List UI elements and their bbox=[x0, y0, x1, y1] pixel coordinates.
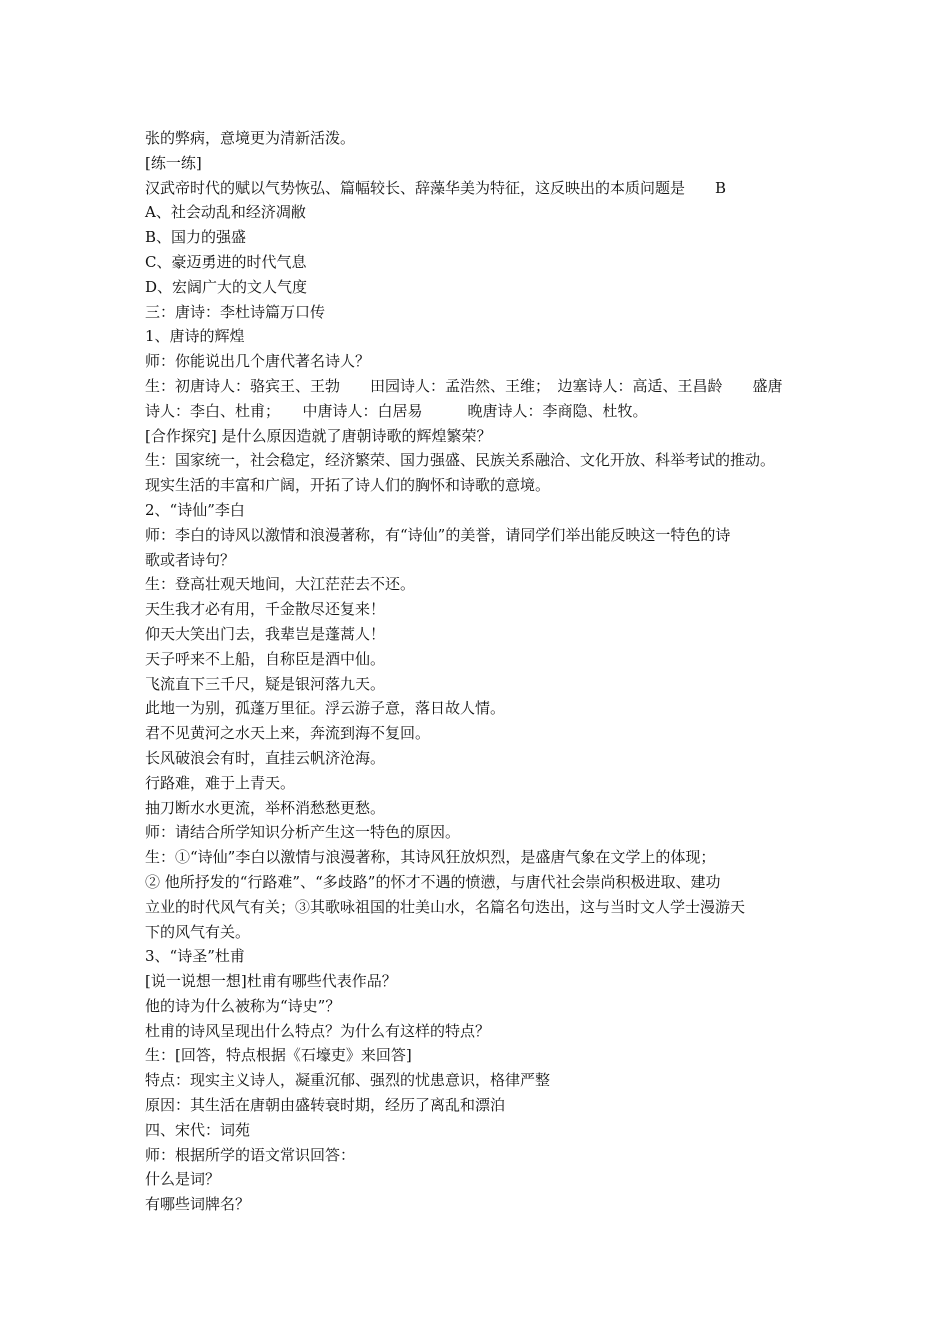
poem-line: 天子呼来不上船，自称臣是酒中仙。 bbox=[145, 649, 386, 668]
poem-line: 生：登高壮观天地间，大江茫茫去不还。 bbox=[145, 575, 416, 594]
text-line: 生：初唐诗人：骆宾王、王勃 田园诗人：孟浩然、王维； 边塞诗人：高适、王昌龄 盛唐 bbox=[145, 376, 783, 395]
poem-line: 行路难，难于上青天。 bbox=[145, 773, 296, 792]
text-line: 张的弊病，意境更为清新活泼。 bbox=[145, 129, 356, 147]
text-line: ② 他所抒发的“行路难”、“多歧路”的怀才不遇的愤懑，与唐代社会崇尚积极进取、建功 bbox=[145, 872, 721, 891]
inquiry-heading: [合作探究] 是什么原因造就了唐朝诗歌的辉煌繁荣？ bbox=[145, 426, 492, 445]
poem-line: 天生我才必有用，千金散尽还复来！ bbox=[145, 600, 386, 619]
subsection-heading-du-fu: 3、“诗圣”杜甫 bbox=[145, 947, 245, 966]
text-line: 师：根据所学的语文常识回答： bbox=[145, 1145, 356, 1164]
poem-line: 抽刀断水水更流，举杯消愁愁更愁。 bbox=[145, 798, 386, 817]
poem-line: 君不见黄河之水天上来，奔流到海不复回。 bbox=[145, 724, 431, 743]
text-line: 歌或者诗句？ bbox=[145, 550, 236, 569]
discussion-heading: [说一说想一想]杜甫有哪些代表作品？ bbox=[145, 972, 397, 991]
text-line: 下的风气有关。 bbox=[145, 922, 251, 941]
subsection-heading-li-bai: 2、“诗仙”李白 bbox=[145, 500, 245, 519]
option-c: C、豪迈勇进的时代气息 bbox=[145, 252, 307, 271]
text-line: 杜甫的诗风呈现出什么特点？为什么有这样的特点？ bbox=[145, 1021, 491, 1040]
poem-line: 仰天大笑出门去，我辈岂是蓬蒿人！ bbox=[145, 624, 386, 643]
text-line: 原因：其生活在唐朝由盛转衰时期，经历了离乱和漂泊 bbox=[145, 1096, 506, 1115]
document-body bbox=[145, 126, 813, 1217]
exercise-heading: [练一练] bbox=[145, 153, 202, 172]
text-line: 他的诗为什么被称为“诗史”？ bbox=[145, 996, 341, 1015]
question-text: 汉武帝时代的赋以气势恢弘、篇幅较长、辞藻华美为特征，这反映出的本质问题是 B bbox=[145, 178, 727, 197]
poem-line: 此地一为别，孤蓬万里征。浮云游子意，落日故人情。 bbox=[145, 699, 506, 718]
section-heading-song-ci: 四、宋代：词苑 bbox=[145, 1120, 251, 1139]
subsection-heading: 1、唐诗的辉煌 bbox=[145, 327, 245, 346]
section-heading-tang-poetry: 三：唐诗：李杜诗篇万口传 bbox=[145, 302, 326, 321]
text-line: 诗人：李白、杜甫； 中唐诗人：白居易 晚唐诗人：李商隐、杜牧。 bbox=[145, 401, 648, 420]
text-line: 师：你能说出几个唐代著名诗人？ bbox=[145, 352, 371, 371]
text-line: 生：国家统一，社会稳定，经济繁荣、国力强盛、民族关系融洽、文化开放、科举考试的推动。 bbox=[145, 451, 776, 470]
poem-line: 飞流直下三千尺，疑是银河落九天。 bbox=[145, 674, 386, 693]
text-line: 有哪些词牌名？ bbox=[145, 1195, 251, 1214]
text-line: 师：请结合所学知识分析产生这一特色的原因。 bbox=[145, 823, 461, 842]
text-line: 师：李白的诗风以激情和浪漫著称，有“诗仙”的美誉，请同学们举出能反映这一特色的诗 bbox=[145, 525, 731, 544]
text-line: 生：①“诗仙”李白以激情与浪漫著称，其诗风狂放炽烈，是盛唐气象在文学上的体现； bbox=[145, 848, 716, 867]
text-line: 特点：现实主义诗人，凝重沉郁、强烈的忧患意识，格律严整 bbox=[145, 1071, 551, 1090]
text-line: 现实生活的丰富和广阔，开拓了诗人们的胸怀和诗歌的意境。 bbox=[145, 476, 551, 495]
text-line: 什么是词？ bbox=[145, 1170, 221, 1189]
option-d: D、宏阔广大的文人气度 bbox=[145, 277, 308, 296]
text-line: 立业的时代风气有关；③其歌咏祖国的壮美山水，名篇名句迭出，这与当时文人学士漫游天 bbox=[145, 897, 746, 916]
poem-line: 长风破浪会有时，直挂云帆济沧海。 bbox=[145, 748, 386, 767]
option-b: B、国力的强盛 bbox=[145, 228, 247, 247]
option-a: A、社会动乱和经济凋敝 bbox=[145, 203, 306, 222]
text-line: 生：[回答，特点根据《石壕吏》来回答] bbox=[145, 1046, 412, 1065]
